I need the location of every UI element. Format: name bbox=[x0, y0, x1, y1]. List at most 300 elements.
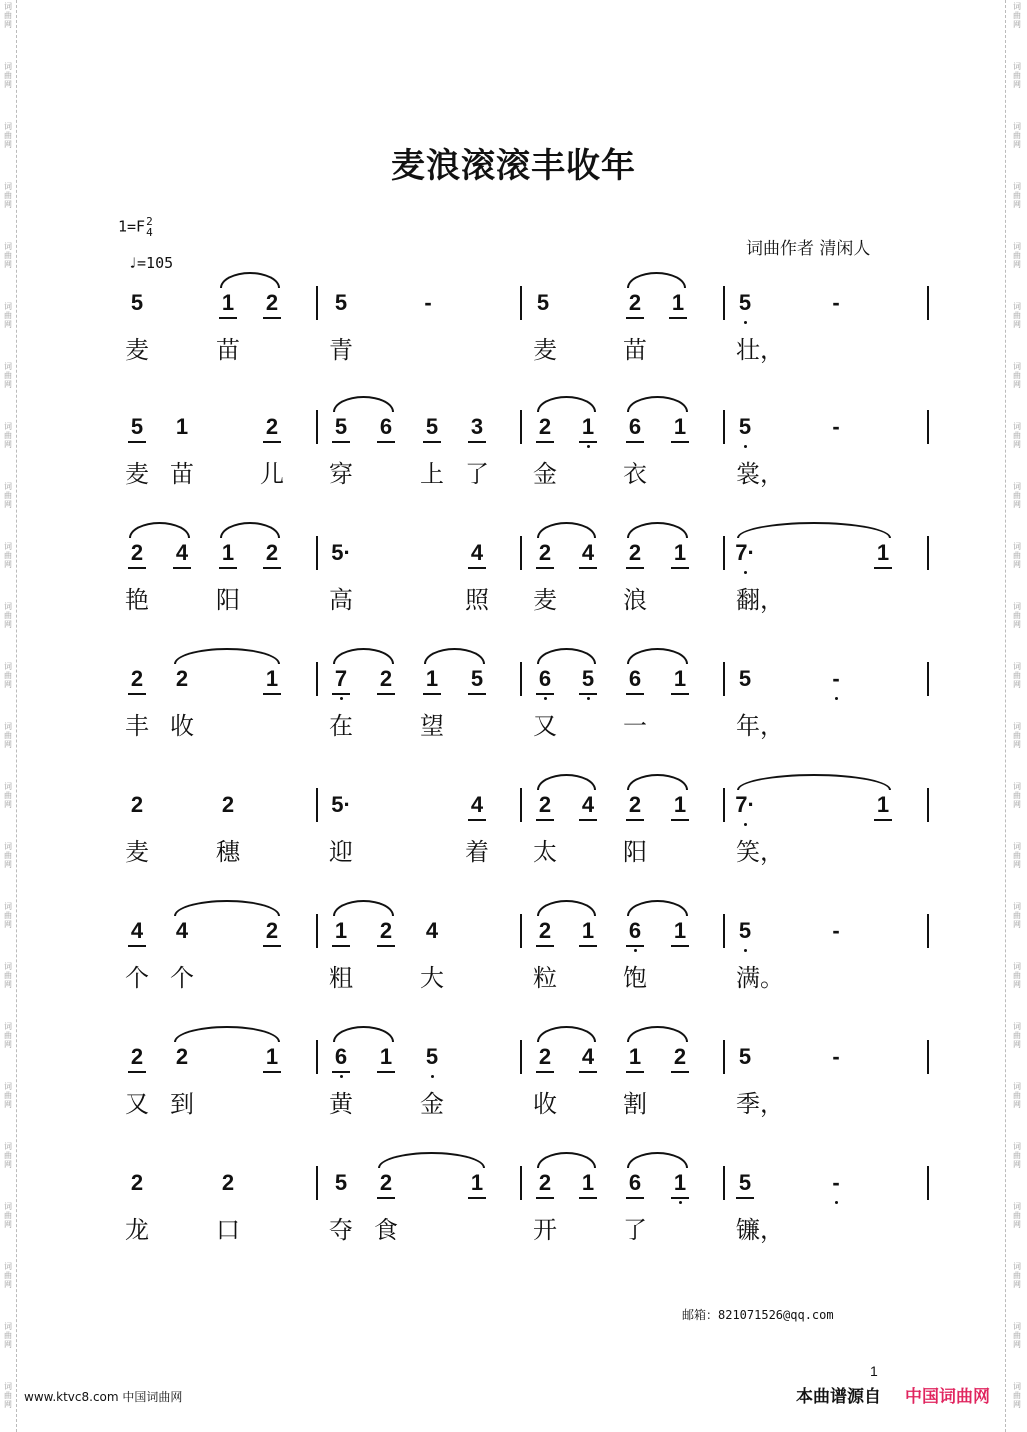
lyric-char: 苗 bbox=[623, 336, 647, 364]
watermark-text: 词曲网 bbox=[4, 902, 12, 929]
jianpu-note: 2 bbox=[538, 1170, 552, 1195]
jianpu-note: 2 bbox=[130, 792, 144, 817]
watermark-text: 词曲网 bbox=[1013, 1202, 1021, 1229]
bar-line bbox=[723, 1166, 725, 1200]
lyric-char: 大 bbox=[420, 964, 444, 992]
watermark-text: 词曲网 bbox=[4, 62, 12, 89]
slur-mark bbox=[333, 396, 394, 412]
bar-line bbox=[520, 788, 522, 822]
jianpu-note: 1 bbox=[581, 414, 595, 439]
watermark-text: 词曲网 bbox=[4, 542, 12, 569]
jianpu-note: 2 bbox=[265, 540, 279, 565]
lyric-char: 麦 bbox=[125, 336, 149, 364]
underline-mark bbox=[128, 945, 146, 947]
watermark-text: 词曲网 bbox=[1013, 782, 1021, 809]
watermark-text: 词曲网 bbox=[1013, 362, 1021, 389]
bar-line bbox=[316, 662, 318, 696]
lyric-char: 笑， bbox=[736, 838, 784, 866]
right-margin bbox=[1005, 0, 1022, 1432]
jianpu-note: 2 bbox=[673, 1044, 687, 1069]
lyric-char: 麦 bbox=[125, 838, 149, 866]
watermark-text: 词曲网 bbox=[4, 482, 12, 509]
slur-mark bbox=[424, 648, 485, 664]
jianpu-note: 6 bbox=[628, 1170, 642, 1195]
jianpu-note: 2 bbox=[538, 792, 552, 817]
jianpu-note: 5 bbox=[334, 414, 348, 439]
jianpu-note: 5· bbox=[331, 792, 351, 817]
lyric-char: 口 bbox=[216, 1216, 240, 1244]
bar-line bbox=[520, 1040, 522, 1074]
bar-line bbox=[927, 1166, 929, 1200]
underline-mark bbox=[626, 441, 644, 443]
jianpu-note: 1 bbox=[876, 540, 890, 565]
jianpu-note: 6 bbox=[628, 918, 642, 943]
underline-mark bbox=[874, 819, 892, 821]
slur-mark bbox=[378, 1152, 485, 1168]
underline-mark bbox=[219, 567, 237, 569]
bar-line bbox=[520, 410, 522, 444]
jianpu-note: 5 bbox=[581, 666, 595, 691]
lyric-char: 一 bbox=[623, 712, 647, 740]
time-denominator: 4 bbox=[146, 226, 153, 239]
tempo-value: =105 bbox=[137, 254, 174, 272]
bar-line bbox=[723, 1040, 725, 1074]
slur-mark bbox=[737, 774, 891, 790]
lyric-char: 黄 bbox=[329, 1090, 353, 1118]
jianpu-note: 2 bbox=[628, 792, 642, 817]
low-octave-dot bbox=[835, 1201, 838, 1204]
underline-mark bbox=[671, 567, 689, 569]
jianpu-note: 5 bbox=[425, 1044, 439, 1069]
watermark-text: 词曲网 bbox=[1013, 1382, 1021, 1409]
jianpu-note: 2 bbox=[130, 540, 144, 565]
slur-mark bbox=[627, 900, 688, 916]
low-octave-dot bbox=[587, 697, 590, 700]
jianpu-note: 6 bbox=[334, 1044, 348, 1069]
watermark-text: 词曲网 bbox=[4, 842, 12, 869]
jianpu-note: 2 bbox=[379, 666, 393, 691]
watermark-text: 词曲网 bbox=[4, 602, 12, 629]
jianpu-note: 5 bbox=[130, 414, 144, 439]
watermark-text: 词曲网 bbox=[1013, 1022, 1021, 1049]
underline-mark bbox=[263, 693, 281, 695]
watermark-text: 词曲网 bbox=[4, 1202, 12, 1229]
watermark-text: 词曲网 bbox=[1013, 422, 1021, 449]
underline-mark bbox=[128, 441, 146, 443]
jianpu-note: 4 bbox=[581, 792, 595, 817]
dash-note: - bbox=[832, 666, 840, 691]
bar-line bbox=[927, 914, 929, 948]
lyric-char: 又 bbox=[125, 1090, 149, 1118]
lyric-char: 收 bbox=[533, 1090, 557, 1118]
lyric-char: 翻， bbox=[736, 586, 784, 614]
bar-line bbox=[316, 914, 318, 948]
jianpu-note: 7 bbox=[334, 666, 348, 691]
jianpu-note: 1 bbox=[673, 918, 687, 943]
footer-source-label: 本曲谱源自 bbox=[796, 1387, 881, 1407]
underline-mark bbox=[626, 1197, 644, 1199]
slur-mark bbox=[333, 1026, 394, 1042]
bar-line bbox=[520, 1166, 522, 1200]
low-octave-dot bbox=[835, 697, 838, 700]
bar-line bbox=[316, 536, 318, 570]
jianpu-note: 2 bbox=[175, 1044, 189, 1069]
bar-line bbox=[520, 536, 522, 570]
jianpu-note: 4 bbox=[470, 540, 484, 565]
lyric-char: 食 bbox=[374, 1216, 398, 1244]
jianpu-note: 4 bbox=[470, 792, 484, 817]
key-label: 1=F bbox=[118, 217, 146, 236]
underline-mark bbox=[579, 1071, 597, 1073]
footer-site-link[interactable]: www.ktvc8.com 中国词曲网 bbox=[24, 1390, 183, 1404]
lyric-char: 麦 bbox=[125, 460, 149, 488]
slur-mark bbox=[537, 648, 596, 664]
jianpu-note: 5 bbox=[738, 918, 752, 943]
watermark-text: 词曲网 bbox=[1013, 1142, 1021, 1169]
underline-mark bbox=[669, 317, 687, 319]
lyric-char: 开 bbox=[533, 1216, 557, 1244]
slur-mark bbox=[333, 900, 394, 916]
jianpu-note: 2 bbox=[538, 918, 552, 943]
jianpu-note: 5 bbox=[130, 290, 144, 315]
jianpu-note: 1 bbox=[175, 414, 189, 439]
watermark-text: 词曲网 bbox=[4, 182, 12, 209]
jianpu-note: 5 bbox=[334, 290, 348, 315]
underline-mark bbox=[536, 567, 554, 569]
lyric-char: 浪 bbox=[623, 586, 647, 614]
underline-mark bbox=[468, 441, 486, 443]
bar-line bbox=[520, 286, 522, 320]
jianpu-note: 1 bbox=[265, 1044, 279, 1069]
watermark-text: 词曲网 bbox=[4, 1382, 12, 1409]
underline-mark bbox=[377, 441, 395, 443]
lyric-char: 夺 bbox=[329, 1216, 353, 1244]
underline-mark bbox=[536, 945, 554, 947]
slur-mark bbox=[627, 272, 686, 288]
underline-mark bbox=[377, 1071, 395, 1073]
song-title: 麦浪滚滚丰收年 bbox=[391, 146, 636, 186]
underline-mark bbox=[263, 567, 281, 569]
watermark-text: 词曲网 bbox=[1013, 842, 1021, 869]
bar-line bbox=[520, 662, 522, 696]
jianpu-note: 2 bbox=[379, 918, 393, 943]
dash-note: - bbox=[832, 414, 840, 439]
lyric-char: 季， bbox=[736, 1090, 784, 1118]
watermark-text: 词曲网 bbox=[4, 962, 12, 989]
watermark-text: 词曲网 bbox=[1013, 1322, 1021, 1349]
watermark-text: 词曲网 bbox=[1013, 2, 1021, 29]
underline-mark bbox=[332, 693, 350, 695]
slur-mark bbox=[537, 1152, 596, 1168]
watermark-text: 词曲网 bbox=[4, 122, 12, 149]
jianpu-note: 2 bbox=[130, 666, 144, 691]
jianpu-note: 5 bbox=[425, 414, 439, 439]
underline-mark bbox=[671, 1197, 689, 1199]
jianpu-note: 1 bbox=[673, 1170, 687, 1195]
jianpu-note: 2 bbox=[265, 414, 279, 439]
lyric-char: 裳， bbox=[736, 460, 784, 488]
underline-mark bbox=[128, 1071, 146, 1073]
jianpu-note: 1 bbox=[671, 290, 685, 315]
slur-mark bbox=[627, 1152, 688, 1168]
underline-mark bbox=[536, 441, 554, 443]
lyric-char: 穿 bbox=[329, 460, 353, 488]
lyric-char: 望 bbox=[420, 712, 444, 740]
lyric-char: 太 bbox=[533, 838, 557, 866]
underline-mark bbox=[377, 1197, 395, 1199]
quarter-note-icon: ♩ bbox=[128, 254, 138, 272]
jianpu-note: 2 bbox=[379, 1170, 393, 1195]
slur-mark bbox=[537, 522, 596, 538]
tempo-marking bbox=[128, 254, 173, 272]
lyric-char: 穗 bbox=[216, 838, 240, 866]
jianpu-note: 1 bbox=[265, 666, 279, 691]
low-octave-dot bbox=[744, 823, 747, 826]
email-address: 邮箱：821071526@qq.com bbox=[682, 1308, 834, 1322]
underline-mark bbox=[736, 1197, 754, 1199]
jianpu-note: 1 bbox=[379, 1044, 393, 1069]
bar-line bbox=[927, 536, 929, 570]
jianpu-note: 2 bbox=[538, 540, 552, 565]
lyric-char: 在 bbox=[329, 712, 353, 740]
low-octave-dot bbox=[587, 445, 590, 448]
jianpu-note: 5 bbox=[738, 290, 752, 315]
underline-mark bbox=[377, 693, 395, 695]
lyric-char: 粒 bbox=[533, 964, 557, 992]
lyric-char: 壮， bbox=[736, 336, 784, 364]
watermark-text: 词曲网 bbox=[4, 1082, 12, 1109]
jianpu-note: 5 bbox=[536, 290, 550, 315]
watermark-text: 词曲网 bbox=[4, 242, 12, 269]
underline-mark bbox=[423, 693, 441, 695]
low-octave-dot bbox=[744, 949, 747, 952]
lyric-char: 艳 bbox=[125, 586, 149, 614]
lyric-char: 又 bbox=[533, 712, 557, 740]
watermark-text: 词曲网 bbox=[4, 422, 12, 449]
jianpu-note: 5 bbox=[738, 1044, 752, 1069]
jianpu-note: 7· bbox=[735, 792, 755, 817]
lyric-char: 着 bbox=[465, 838, 489, 866]
jianpu-note: 2 bbox=[221, 792, 235, 817]
watermark-text: 词曲网 bbox=[1013, 662, 1021, 689]
watermark-text: 词曲网 bbox=[1013, 1262, 1021, 1289]
jianpu-note: 6 bbox=[538, 666, 552, 691]
footer-brand[interactable]: 中国词曲网 bbox=[905, 1387, 990, 1407]
watermark-text: 词曲网 bbox=[1013, 182, 1021, 209]
underline-mark bbox=[263, 441, 281, 443]
jianpu-note: 5 bbox=[738, 414, 752, 439]
underline-mark bbox=[332, 441, 350, 443]
underline-mark bbox=[874, 567, 892, 569]
jianpu-note: 5· bbox=[331, 540, 351, 565]
underline-mark bbox=[626, 945, 644, 947]
watermark-text: 词曲网 bbox=[1013, 62, 1021, 89]
underline-mark bbox=[468, 567, 486, 569]
underline-mark bbox=[671, 441, 689, 443]
bar-line bbox=[927, 788, 929, 822]
underline-mark bbox=[263, 945, 281, 947]
jianpu-note: 2 bbox=[130, 1170, 144, 1195]
low-octave-dot bbox=[544, 697, 547, 700]
watermark-text: 词曲网 bbox=[1013, 722, 1021, 749]
dash-note: - bbox=[832, 918, 840, 943]
dash-note: - bbox=[832, 290, 840, 315]
page-number: 1 bbox=[870, 1363, 878, 1379]
key-signature bbox=[118, 216, 153, 238]
lyric-char: 镰， bbox=[736, 1216, 784, 1244]
jianpu-note: 4 bbox=[581, 540, 595, 565]
lyric-char: 照 bbox=[465, 586, 489, 614]
jianpu-note: 1 bbox=[334, 918, 348, 943]
jianpu-note: 5 bbox=[738, 666, 752, 691]
bar-line bbox=[316, 788, 318, 822]
jianpu-note: 5 bbox=[334, 1170, 348, 1195]
jianpu-note: 2 bbox=[175, 666, 189, 691]
bar-line bbox=[723, 914, 725, 948]
author-credit: 词曲作者 清闲人 bbox=[746, 239, 871, 259]
jianpu-note: 1 bbox=[221, 290, 235, 315]
watermark-text: 词曲网 bbox=[4, 2, 12, 29]
slur-mark bbox=[220, 522, 280, 538]
watermark-text: 词曲网 bbox=[4, 302, 12, 329]
jianpu-note: 4 bbox=[130, 918, 144, 943]
bar-line bbox=[520, 914, 522, 948]
jianpu-note: 1 bbox=[673, 540, 687, 565]
underline-mark bbox=[173, 567, 191, 569]
underline-mark bbox=[219, 317, 237, 319]
slur-mark bbox=[174, 1026, 280, 1042]
slur-mark bbox=[627, 648, 688, 664]
lyric-char: 迎 bbox=[329, 838, 353, 866]
underline-mark bbox=[579, 567, 597, 569]
bar-line bbox=[927, 286, 929, 320]
underline-mark bbox=[468, 819, 486, 821]
jianpu-note: 1 bbox=[581, 1170, 595, 1195]
watermark-text: 词曲网 bbox=[1013, 542, 1021, 569]
watermark-text: 词曲网 bbox=[1013, 122, 1021, 149]
watermark-text: 词曲网 bbox=[1013, 302, 1021, 329]
jianpu-note: 4 bbox=[425, 918, 439, 943]
low-octave-dot bbox=[340, 697, 343, 700]
lyric-char: 粗 bbox=[329, 964, 353, 992]
low-octave-dot bbox=[679, 1201, 682, 1204]
jianpu-note: 2 bbox=[628, 290, 642, 315]
dash-note: - bbox=[424, 290, 432, 315]
jianpu-note: 2 bbox=[265, 290, 279, 315]
lyric-char: 苗 bbox=[216, 336, 240, 364]
bar-line bbox=[316, 286, 318, 320]
jianpu-note: 4 bbox=[581, 1044, 595, 1069]
lyric-char: 麦 bbox=[533, 336, 557, 364]
jianpu-note: 1 bbox=[673, 792, 687, 817]
jianpu-note: 4 bbox=[175, 540, 189, 565]
lyric-char: 高 bbox=[329, 586, 353, 614]
left-margin bbox=[0, 0, 17, 1432]
lyric-char: 金 bbox=[533, 460, 557, 488]
jianpu-note: 6 bbox=[379, 414, 393, 439]
watermark-text: 词曲网 bbox=[4, 1322, 12, 1349]
underline-mark bbox=[377, 945, 395, 947]
jianpu-note: 2 bbox=[130, 1044, 144, 1069]
lyric-char: 个 bbox=[170, 964, 194, 992]
low-octave-dot bbox=[431, 1075, 434, 1078]
watermark-text: 词曲网 bbox=[4, 1022, 12, 1049]
bar-line bbox=[316, 1166, 318, 1200]
bar-line bbox=[723, 286, 725, 320]
low-octave-dot bbox=[634, 949, 637, 952]
lyric-char: 龙 bbox=[125, 1216, 149, 1244]
lyric-char: 了 bbox=[465, 460, 489, 488]
bar-line bbox=[927, 662, 929, 696]
bar-line bbox=[316, 1040, 318, 1074]
bar-line bbox=[723, 536, 725, 570]
underline-mark bbox=[626, 693, 644, 695]
watermark-text: 词曲网 bbox=[1013, 242, 1021, 269]
lyric-char: 阳 bbox=[216, 586, 240, 614]
underline-mark bbox=[263, 317, 281, 319]
underline-mark bbox=[579, 819, 597, 821]
low-octave-dot bbox=[340, 1075, 343, 1078]
bar-line bbox=[723, 788, 725, 822]
bar-line bbox=[316, 410, 318, 444]
underline-mark bbox=[671, 693, 689, 695]
jianpu-note: 1 bbox=[470, 1170, 484, 1195]
jianpu-note: 2 bbox=[265, 918, 279, 943]
watermark-text: 词曲网 bbox=[4, 1142, 12, 1169]
slur-mark bbox=[627, 522, 688, 538]
jianpu-note: 1 bbox=[673, 414, 687, 439]
underline-mark bbox=[332, 945, 350, 947]
slur-mark bbox=[129, 522, 190, 538]
lyric-char: 个 bbox=[125, 964, 149, 992]
jianpu-note: 3 bbox=[470, 414, 484, 439]
underline-mark bbox=[468, 693, 486, 695]
slur-mark bbox=[627, 1026, 688, 1042]
underline-mark bbox=[128, 567, 146, 569]
dash-note: - bbox=[832, 1044, 840, 1069]
watermark-text: 词曲网 bbox=[1013, 602, 1021, 629]
underline-mark bbox=[579, 1197, 597, 1199]
underline-mark bbox=[536, 693, 554, 695]
underline-mark bbox=[626, 1071, 644, 1073]
watermark-text: 词曲网 bbox=[4, 722, 12, 749]
lyric-char: 满。 bbox=[736, 964, 784, 992]
watermark-text: 词曲网 bbox=[1013, 482, 1021, 509]
slur-mark bbox=[737, 522, 891, 538]
underline-mark bbox=[536, 1197, 554, 1199]
slur-mark bbox=[174, 900, 280, 916]
watermark-text: 词曲网 bbox=[1013, 1082, 1021, 1109]
underline-mark bbox=[128, 693, 146, 695]
lyric-char: 饱 bbox=[623, 964, 647, 992]
underline-mark bbox=[626, 567, 644, 569]
watermark-text: 词曲网 bbox=[4, 362, 12, 389]
underline-mark bbox=[579, 441, 597, 443]
watermark-text: 词曲网 bbox=[4, 1262, 12, 1289]
underline-mark bbox=[423, 441, 441, 443]
low-octave-dot bbox=[744, 321, 747, 324]
underline-mark bbox=[579, 693, 597, 695]
lyric-char: 了 bbox=[623, 1216, 647, 1244]
time-signature bbox=[146, 216, 153, 238]
slur-mark bbox=[537, 1026, 596, 1042]
underline-mark bbox=[468, 1197, 486, 1199]
lyric-char: 割 bbox=[623, 1090, 647, 1118]
slur-mark bbox=[627, 396, 688, 412]
lyric-char: 上 bbox=[420, 460, 444, 488]
lyric-char: 衣 bbox=[623, 460, 647, 488]
underline-mark bbox=[671, 819, 689, 821]
